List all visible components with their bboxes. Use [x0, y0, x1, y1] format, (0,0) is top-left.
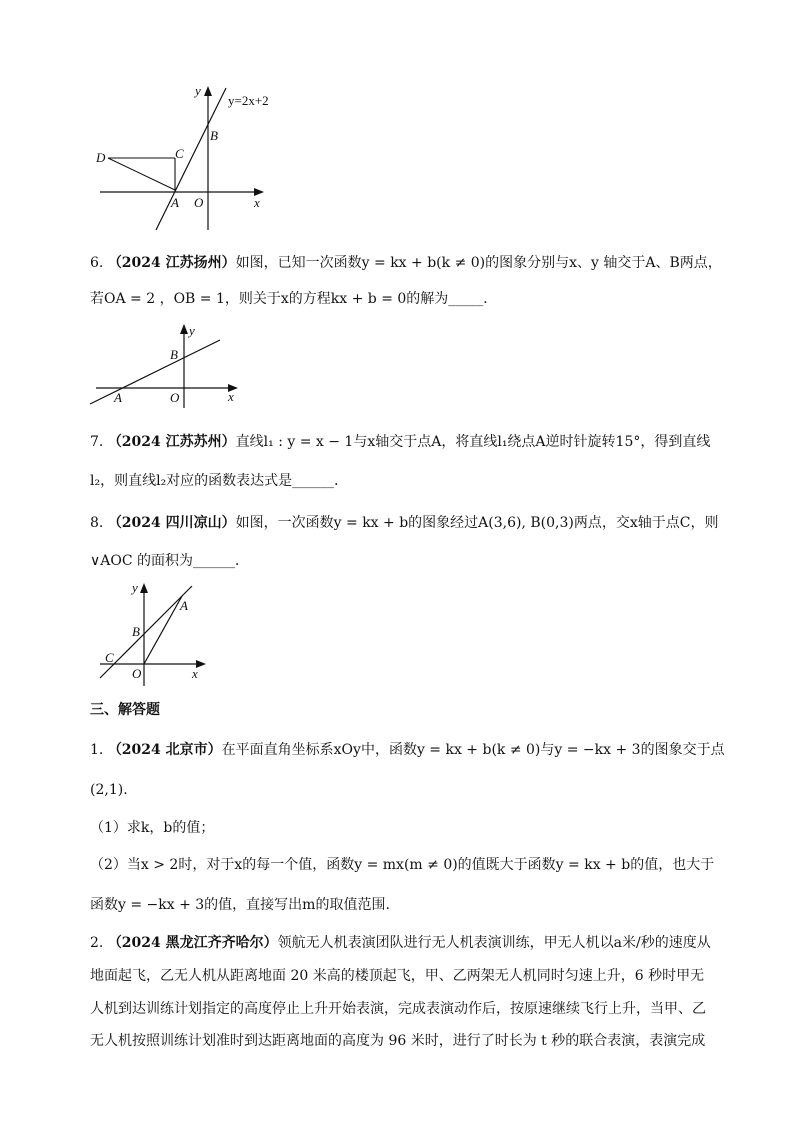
q7-number: 7. [90, 434, 104, 450]
q8-line2: ∨AOC 的面积为______． [90, 553, 249, 569]
q7-line2: l₂，则直线l₂对应的函数表达式是______． [90, 473, 349, 489]
x-axis-label: x [228, 389, 234, 404]
point-A-label: A [171, 195, 179, 210]
point-A-label: A [180, 598, 188, 613]
point-C-label: C [105, 650, 114, 665]
y-axis-arrow [140, 583, 148, 593]
q8-number: 8. [90, 515, 104, 531]
q8-text: 如图，一次函数y = kx + b的图象经过A(3,6), B(0,3)两点，交x轴于点C，则 [235, 515, 719, 531]
q6-source: （2024 江苏扬州） [107, 255, 236, 271]
origin-label: O [132, 666, 142, 681]
segment-DA [108, 158, 175, 190]
point-A-label: A [114, 390, 122, 405]
y-axis-arrow [180, 324, 188, 334]
coordinate-plane-2 [88, 322, 248, 412]
point-C-label: C [175, 146, 184, 161]
a2-line1 [90, 933, 710, 953]
a2-line2: 地面起飞，乙无人机从距离地面 20 米高的楼顶起飞，甲、乙两架无人机同时匀速上升，6 秒时甲无 [90, 968, 705, 984]
x-axis-label: x [254, 195, 260, 210]
x-axis-label: x [192, 666, 198, 681]
a1-part1: （1）求k，b的值； [90, 820, 215, 836]
y-axis-arrow [204, 86, 212, 96]
section-title: 三、解答题 [90, 702, 160, 718]
a1-source: （2024 北京市） [107, 742, 222, 758]
a1-line2: (2,1). [90, 782, 128, 798]
a2-line4: 无人机按照训练计划准时到达距离地面的高度为 96 米时，进行了时长为 t 秒的联合表演，表演完成 [90, 1033, 706, 1049]
q6-line1 [90, 253, 722, 273]
q8-line1 [90, 513, 719, 533]
figure-line-y-2x-2 [88, 82, 288, 242]
q7-source: （2024 江苏苏州） [107, 434, 236, 450]
coordinate-plane-1 [88, 82, 288, 242]
a1-part2b: 函数y = −kx + 3的值，直接写出m的取值范围. [90, 897, 390, 913]
q6-number: 6. [90, 255, 104, 271]
figure-q6 [88, 322, 248, 412]
point-B-label: B [170, 347, 178, 362]
figure-q8 [96, 578, 216, 688]
q7-text: 直线l₁ : y = x − 1与x轴交于点A，将直线l₁绕点A逆时针旋转15°，得到直线 [235, 434, 711, 450]
origin-label: O [170, 390, 180, 405]
y-axis-label: y [189, 323, 195, 338]
a2-source: （2024 黑龙江齐齐哈尔） [107, 935, 278, 951]
a1-line1 [90, 740, 725, 760]
graph-line [90, 340, 220, 404]
coordinate-plane-3 [96, 578, 216, 688]
point-B-label: B [210, 128, 218, 143]
a1-part2: （2）当x > 2时，对于x的每一个值，函数y = mx(m ≠ 0)的值既大于函数y = kx + b的值，也大于 [90, 857, 715, 873]
point-B-label: B [132, 624, 140, 639]
a2-text: 领航无人机表演团队进行无人机表演训练，甲无人机以a米/秒的速度从 [277, 935, 711, 951]
a1-number: 1. [90, 742, 104, 758]
point-D-label: D [96, 150, 106, 165]
graph-line [156, 88, 226, 230]
y-axis-label: y [195, 83, 201, 98]
y-axis-label: y [132, 580, 138, 595]
a2-number: 2. [90, 935, 104, 951]
q6-line2: 若OA = 2 ，OB = 1，则关于x的方程kx + b = 0的解为_____． [90, 291, 498, 307]
a1-text: 在平面直角坐标系xOy中，函数y = kx + b(k ≠ 0)与y = −kx + 3的图象交于点 [221, 742, 725, 758]
origin-label: O [194, 195, 204, 210]
q8-source: （2024 四川凉山） [107, 515, 236, 531]
q7-line1 [90, 432, 710, 452]
line-label: y=2x+2 [228, 93, 269, 108]
segment-OA [144, 596, 182, 664]
a2-line3: 人机到达训练计划指定的高度停止上升开始表演，完成表演动作后，按原速继续飞行上升，当甲、乙 [90, 1001, 706, 1017]
q6-text: 如图，已知一次函数y = kx + b(k ≠ 0)的图象分别与x、y 轴交于A、B两点， [235, 255, 722, 271]
